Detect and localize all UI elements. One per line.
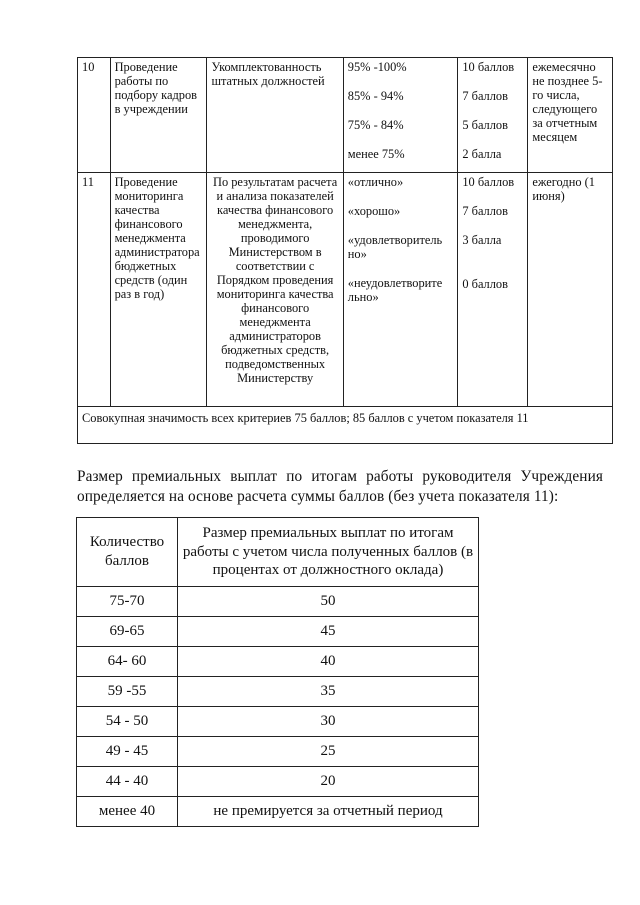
header-points: Количество баллов <box>77 518 178 587</box>
table-row <box>77 677 479 707</box>
criterion-indicator: Укомплектованность штатных должностей <box>207 58 343 173</box>
criterion-points <box>458 58 528 173</box>
criterion-name: Проведение мониторинга качества финансового менеджмента администратора бюджетных средств (один раз в год) <box>110 173 207 407</box>
size-cell: 35 <box>178 677 479 707</box>
points-item: 2 балла <box>462 147 502 162</box>
value-item: 75% - 84% <box>347 118 404 133</box>
points-item: 0 баллов <box>462 277 508 292</box>
size-cell: 40 <box>178 647 479 677</box>
table-row <box>77 767 479 797</box>
value-item: менее 75% <box>347 147 405 162</box>
criterion-values <box>343 173 458 407</box>
criterion-period: ежегодно (1 июня) <box>528 173 613 407</box>
table-header-row <box>77 518 479 587</box>
points-item: 7 баллов <box>462 89 508 104</box>
table-row <box>77 587 479 617</box>
points-cell: 49 - 45 <box>77 737 178 767</box>
size-cell: 45 <box>178 617 479 647</box>
header-size: Размер премиальных выплат по итогам работы с учетом числа полученных баллов (в процентах от должностного оклада) <box>178 518 479 587</box>
points-cell: 75-70 <box>77 587 178 617</box>
row-number: 11 <box>78 173 111 407</box>
table-row <box>78 58 613 173</box>
points-item: 7 баллов <box>462 204 508 219</box>
row-number: 10 <box>78 58 111 173</box>
table-row <box>77 647 479 677</box>
value-item: «отлично» <box>347 175 404 189</box>
value-item: «хорошо» <box>347 204 401 219</box>
size-cell: 30 <box>178 707 479 737</box>
points-item: 10 баллов <box>462 175 515 189</box>
size-cell: 20 <box>178 767 479 797</box>
points-cell: 54 - 50 <box>77 707 178 737</box>
size-cell: 50 <box>178 587 479 617</box>
criteria-table <box>77 57 613 444</box>
criterion-points <box>458 173 528 407</box>
table-row <box>77 707 479 737</box>
points-item: 5 баллов <box>462 118 508 133</box>
body-paragraph: Размер премиальных выплат по итогам работы руководителя Учреждения определяется на основе расчета суммы баллов (без учета показателя 11): <box>77 468 603 506</box>
table-row <box>77 617 479 647</box>
criterion-name: Проведение работы по подбору кадров в учреждении <box>110 58 207 173</box>
table-row <box>77 797 479 827</box>
points-cell: 69-65 <box>77 617 178 647</box>
value-item: 85% - 94% <box>347 89 404 104</box>
size-cell: не премируется за отчетный период <box>178 797 479 827</box>
points-cell: 59 -55 <box>77 677 178 707</box>
table-footer-row <box>78 407 613 444</box>
criterion-indicator: По результатам расчета и анализа показателей качества финансового менеджмента, проводимого Министерством в соответствии с Порядком проведения мониторинга качества финансового менеджмента администраторов бюджетных средств, подведомственных Министерству <box>207 173 343 407</box>
bonus-table <box>76 517 479 827</box>
points-item: 10 баллов <box>462 60 515 74</box>
table-footer: Совокупная значимость всех критериев 75 баллов; 85 баллов с учетом показателя 11 <box>78 407 613 444</box>
points-cell: 44 - 40 <box>77 767 178 797</box>
criterion-values <box>343 58 458 173</box>
points-cell: 64- 60 <box>77 647 178 677</box>
value-item: 95% -100% <box>347 60 407 74</box>
value-item: «неудовлетворите льно» <box>347 276 443 305</box>
table-row <box>78 173 613 407</box>
value-item: «удовлетворитель но» <box>347 233 443 262</box>
points-cell: менее 40 <box>77 797 178 827</box>
table-row <box>77 737 479 767</box>
size-cell: 25 <box>178 737 479 767</box>
points-item: 3 балла <box>462 233 502 248</box>
criterion-period: ежемесячно не позднее 5-го числа, следующего за отчетным месяцем <box>528 58 613 173</box>
